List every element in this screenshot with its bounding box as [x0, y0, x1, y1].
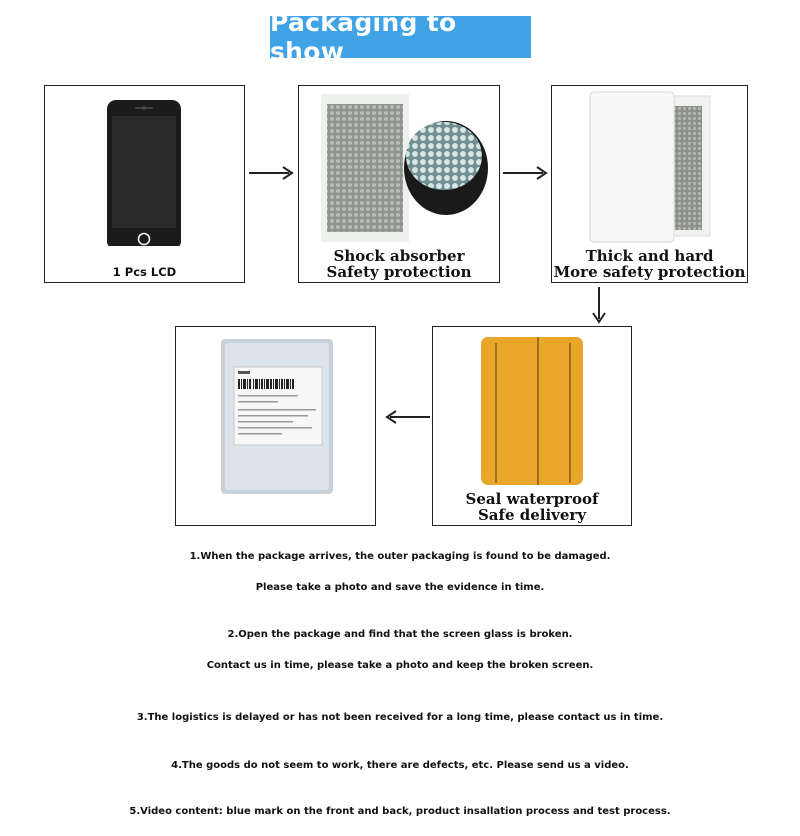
phone-display: [112, 116, 176, 228]
foam-lid: [590, 92, 674, 242]
bubble-wrap-image: [299, 86, 498, 246]
final-package-image: [176, 327, 374, 524]
page-title: Packaging to show: [270, 16, 531, 58]
step-foam-box-panel: [551, 85, 748, 283]
note-1-line-1: 1.When the package arrives, the outer packaging is found to be damaged.: [189, 551, 611, 562]
speaker-slot: [135, 107, 153, 109]
arrow-right-icon: [247, 165, 297, 181]
step-seal-waterproof-caption: Seal waterproof Safe delivery: [465, 490, 599, 524]
note-4: 4.The goods do not seem to work, there are defects, etc. Please send us a video.: [171, 760, 629, 771]
envelope-image: [433, 327, 630, 487]
step-final-package-panel: [175, 326, 376, 526]
arrow-left-icon: [382, 409, 432, 425]
foam-tray-content: [672, 106, 702, 230]
note-2-line-2: Contact us in time, please take a photo and keep the broken screen.: [206, 660, 594, 671]
foam-box-image: [552, 86, 746, 246]
step-seal-waterproof-panel: [432, 326, 632, 526]
note-5: 5.Video content: blue mark on the front and back, product insallation process and test process.: [129, 806, 671, 817]
step-shock-absorber-caption: Shock absorber Safety protection: [326, 247, 472, 281]
arrow-right-icon: [501, 165, 551, 181]
label-logo: [238, 371, 250, 374]
bubble-closeup: [406, 122, 482, 190]
step-foam-box-caption: Thick and hard More safety protection: [553, 247, 746, 281]
note-1-line-2: Please take a photo and save the evidence in time.: [255, 582, 545, 593]
note-3: 3.The logistics is delayed or has not been received for a long time, please contact us in time.: [136, 712, 664, 723]
step-lcd-panel: [44, 85, 245, 283]
arrow-down-icon: [591, 285, 607, 325]
note-2-line-1: 2.Open the package and find that the screen glass is broken.: [227, 629, 573, 640]
step-shock-absorber-panel: [298, 85, 500, 283]
step-lcd-caption: 1 Pcs LCD: [112, 265, 177, 279]
bubble-bag-inner: [327, 104, 403, 232]
lcd-screen-image: [45, 86, 243, 246]
